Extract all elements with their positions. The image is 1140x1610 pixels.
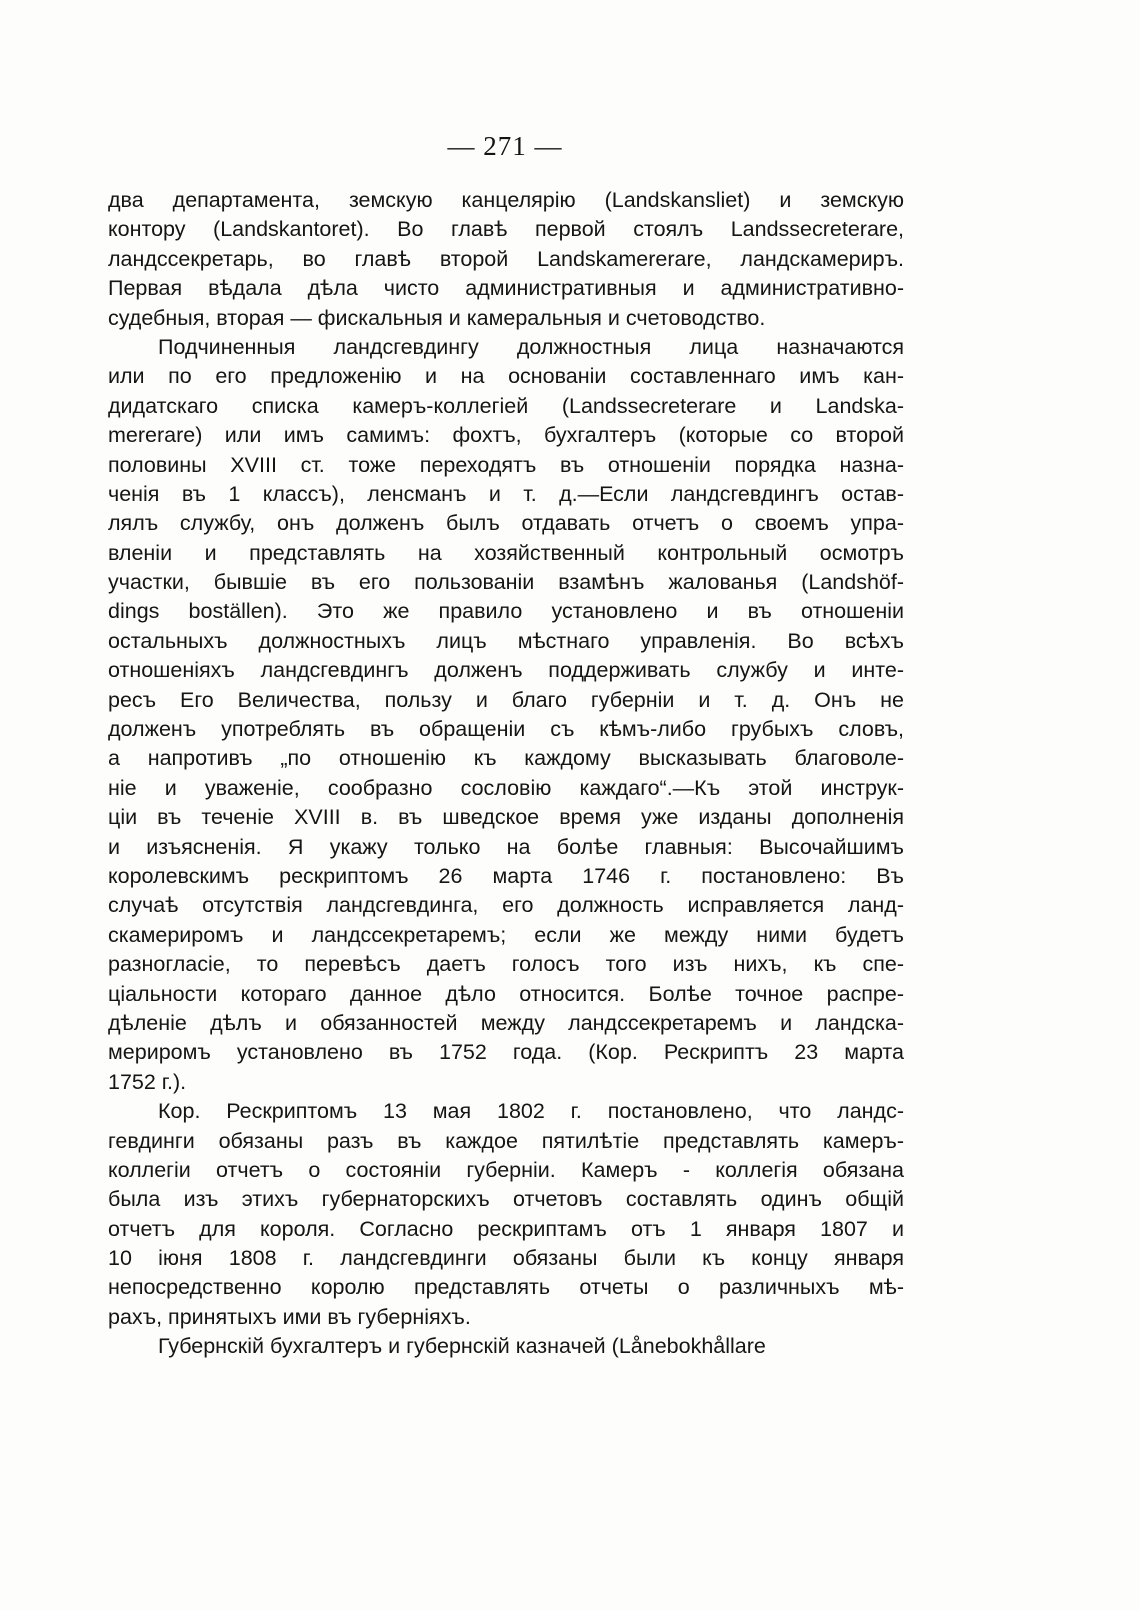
paragraph [108,186,904,333]
text-line: отчетъ для короля. Согласно рескриптамъ отъ 1 января 1807 и [108,1216,904,1241]
text-line: или по его предложенію и на основаніи составленнаго имъ кан- [108,364,904,389]
text-line: ландссекретарь, во главѣ второй Landskamererare, ландскамериръ. [108,246,904,271]
text-line: непосредственно королю представлять отчеты о различныхъ мѣ- [108,1275,904,1300]
text-line: ченія въ 1 классъ), ленсманъ и т. д.—Если ландсгевдингъ остав- [108,481,904,506]
text-line: судебныя, вторая — фискальныя и камеральныя и счетоводство. [108,305,766,330]
text-line: была изъ этихъ губернаторскихъ отчетовъ составлять одинъ общій [108,1187,904,1212]
text-line: ціальности котораго данное дѣло относится. Болѣе точное распре- [108,981,904,1006]
text-line: ціи въ теченіе XVIII в. въ шведское время уже изданы дополненія [108,805,904,830]
text-line: лялъ службу, онъ долженъ былъ отдавать отчетъ о своемъ упра- [108,511,904,536]
text-line: mererare) или имъ самимъ: фохтъ, бухгалтеръ (которые со второй [108,423,904,448]
text-line: случаѣ отсутствія ландсгевдинга, его должность исправляется ланд- [108,893,904,918]
text-line: вленіи и представлять на хозяйственный контрольный осмотръ [108,540,904,565]
text-line: ресъ Его Величества, пользу и благо губерніи и т. д. Онъ не [108,687,904,712]
text-line: Подчиненныя ландсгевдингу должностныя лица назначаются [158,334,904,359]
text-line: отношеніяхъ ландсгевдингъ долженъ поддерживать службу и инте- [108,658,904,683]
text-line: остальныхъ должностныхъ лицъ мѣстнаго управленія. Во всѣхъ [108,628,904,653]
text-line: дѣленіе дѣлъ и обязанностей между ландссекретаремъ и ландска- [108,1010,904,1035]
paragraph [108,333,904,1097]
text-line: Губернскій бухгалтеръ и губернскій казначей (Lånebokhållare [158,1334,766,1359]
text-line: рахъ, принятыхъ ими въ губерніяхъ. [108,1304,471,1329]
text-line: контору (Landskantoret). Во главѣ первой стоялъ Landssecreterare, [108,217,904,242]
page-number: — 271 — [447,131,563,161]
text-line: два департамента, земскую канцелярію (Landskansliet) и земскую [108,188,904,212]
text-line: 1752 г.). [108,1069,187,1094]
text-line: гевдинги обязаны разъ въ каждое пятилѣтіе представлять камеръ- [108,1128,904,1153]
text-line: ніе и уваженіе, сообразно сословію каждаго“.—Къ этой инструк- [108,775,904,800]
text-line: дидатскаго списка камеръ-коллегіей (Landssecreterare и Landska- [108,393,904,418]
text-line: королевскимъ рескриптомъ 26 марта 1746 г. постановлено: Въ [108,863,904,888]
text-line: dings boställen). Это же правило установлено и въ отношеніи [108,599,904,624]
text-line: половины XVIII ст. тоже переходятъ въ отношеніи порядка назна- [108,452,904,477]
text-line: мериромъ установлено въ 1752 года. (Кор. Рескриптъ 23 марта [108,1040,904,1065]
text-line: коллегіи отчетъ о состояніи губерніи. Камеръ - коллегія обязана [108,1157,904,1182]
text-line: скамериромъ и ландссекретаремъ; если же между ними будетъ [108,922,904,947]
text-line: 10 іюня 1808 г. ландсгевдинги обязаны были къ концу января [108,1246,904,1271]
text-line: Кор. Рескриптомъ 13 мая 1802 г. постановлено, что ландс- [158,1099,904,1124]
paragraph [108,1332,904,1361]
body-text [108,186,904,1362]
paragraph [108,1097,904,1332]
text-line: Первая вѣдала дѣла чисто административныя и административно- [108,276,904,301]
text-line: участки, бывшіе въ его пользованіи взамѣнъ жалованья (Landshöf- [108,570,904,595]
text-line: долженъ употреблять въ обращеніи съ кѣмъ-либо грубыхъ словъ, [108,717,904,742]
text-line: разногласіе, то перевѣсъ даетъ голосъ того изъ нихъ, къ спе- [108,952,904,977]
text-line: а напротивъ „по отношенію къ каждому высказывать благоволе- [108,746,904,771]
text-line: и изъясненія. Я укажу только на болѣе главныя: Высочайшимъ [108,834,904,859]
